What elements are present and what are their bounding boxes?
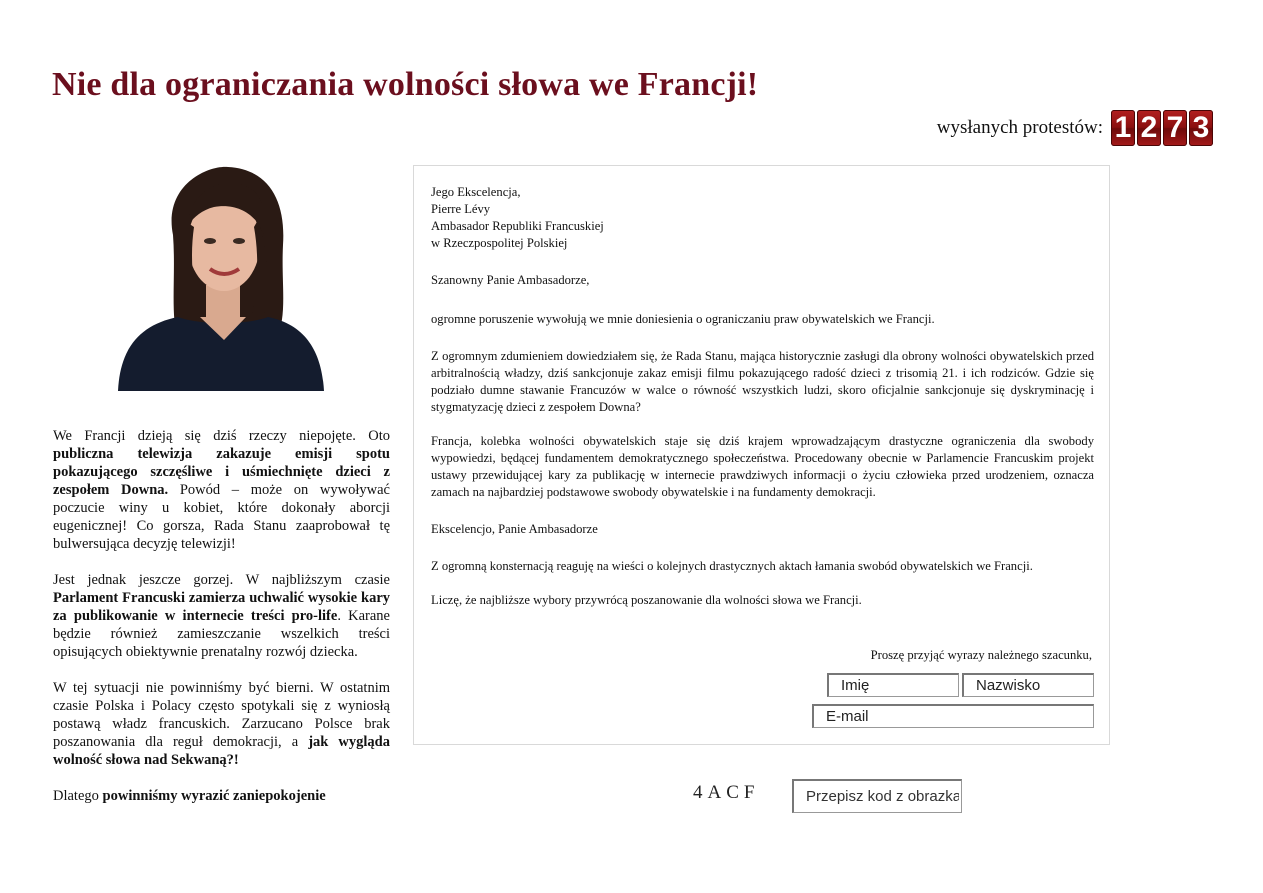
text-segment: We Francji dzieją się dziś rzeczy niepojęte. Oto bbox=[53, 428, 390, 444]
intro-paragraph-3 bbox=[53, 679, 390, 769]
intro-paragraph-4 bbox=[53, 787, 390, 805]
portrait-image bbox=[118, 165, 324, 391]
intro-paragraph-2 bbox=[53, 571, 390, 661]
letter-paragraph: Ekscelencjo, Panie Ambasadorze bbox=[431, 522, 598, 536]
letter-paragraph: ogromne poruszenie wywołują we mnie doniesienia o ograniczaniu praw obywatelskich we Francji. bbox=[431, 312, 935, 326]
letter-paragraph: Francja, kolebka wolności obywatelskich staje się dziś krajem wprowadzającym drastyczne ograniczenia dla swobody wypowiedzi, będącej fundamentem demokratycznego społeczeństwa. Procedowany obecnie w Parlamencie Francuskim projekt ustawy przewidującej kary za publikację w internecie prawdziwych informacji o życiu człowieka przed urodzeniem, oznacza zamach na najbardziej podstawowe swobody obywatelskie i na fundamenty demokracji. bbox=[431, 434, 1094, 499]
letter-paragraph: Liczę, że najbliższe wybory przywrócą poszanowanie dla wolności słowa we Francji. bbox=[431, 593, 862, 607]
counter-digit: 7 bbox=[1163, 110, 1187, 146]
intro-text bbox=[53, 427, 390, 823]
address-line: w Rzeczpospolitej Polskiej bbox=[431, 236, 568, 250]
text-segment: Dlatego bbox=[53, 788, 103, 804]
last-name-field[interactable] bbox=[962, 673, 1094, 697]
captcha-text: 4ACF bbox=[693, 782, 760, 803]
text-segment: Powód – może on wywoływać poczucie winy u kobiet, które dokonały aborcji eugenicznej! Co gorsza, Rada Stanu zaaprobował tę bulwersująca decyzję telewizji! bbox=[53, 482, 390, 552]
counter-digits bbox=[1111, 110, 1213, 146]
text-segment: W tej sytuacji nie powinniśmy być bierni. W ostatnim czasie Polska i Polacy często spotykali się z wyniosłą postawą władz francuskich. Zarzucano Polsce brak poszanowania dla reguł demokracji, a bbox=[53, 680, 390, 750]
letter-address bbox=[431, 184, 1094, 252]
address-line: Jego Ekscelencja, bbox=[431, 185, 521, 199]
text-segment: Jest jednak jeszcze gorzej. W najbliższym czasie bbox=[53, 572, 390, 588]
captcha-input[interactable] bbox=[792, 779, 962, 813]
counter-label: wysłanych protestów: bbox=[936, 117, 1103, 138]
address-line: Pierre Lévy bbox=[431, 202, 491, 216]
text-segment-bold: jak wygląda wolność słowa nad Sekwaną?! bbox=[53, 734, 390, 768]
protest-letter bbox=[413, 165, 1110, 745]
text-segment-bold: powinniśmy wyrazić zaniepokojenie bbox=[102, 788, 326, 804]
page-title: Nie dla ograniczania wolności słowa we Francji! bbox=[52, 66, 759, 103]
counter-digit: 1 bbox=[1111, 110, 1135, 146]
counter-digit: 2 bbox=[1137, 110, 1161, 146]
first-name-field[interactable] bbox=[827, 673, 959, 697]
letter-paragraph: Z ogromną konsternacją reaguję na wieści o kolejnych drastycznych aktach łamania swobód obywatelskich we Francji. bbox=[431, 559, 1033, 573]
text-segment-bold: Parlament Francuski zamierza uchwalić wysokie kary za publikowanie w internecie treści pro-life bbox=[53, 590, 390, 624]
address-line: Ambasador Republiki Francuskiej bbox=[431, 219, 604, 233]
protest-counter bbox=[937, 110, 1213, 146]
counter-digit: 3 bbox=[1189, 110, 1213, 146]
intro-paragraph-1 bbox=[53, 427, 390, 553]
portrait-photo bbox=[118, 165, 324, 391]
text-segment: . Karane będzie również zamieszczanie wszelkich treści opisujących obiektywnie prenatalny rozwój dziecka. bbox=[53, 608, 390, 660]
letter-closing: Proszę przyjąć wyrazy należnego szacunku, bbox=[870, 648, 1092, 662]
letter-body bbox=[431, 184, 1094, 626]
email-field[interactable] bbox=[812, 704, 1094, 728]
letter-paragraph: Z ogromnym zdumieniem dowiedziałem się, że Rada Stanu, mająca historycznie zasługi dla obrony wolności obywatelskich przed arbitralnością władzy, dziś sankcjonuje zakaz emisji filmu pokazującego radość dzieci z trisomią 21. i ich rodziców. Gdzie się podziało dumne stawanie Francuzów w walce o równość wszystkich ludzi, skoro oficjalnie sankcjonuje się dyskryminację i stygmatyzację dzieci z zespołem Downa? bbox=[431, 349, 1094, 414]
captcha-image bbox=[693, 782, 763, 812]
text-segment-bold: publiczna telewizja zakazuje emisji spotu pokazującego szczęśliwe i uśmiechnięte dzieci z zespołem Downa. bbox=[53, 446, 390, 498]
letter-greeting: Szanowny Panie Ambasadorze, bbox=[431, 273, 590, 287]
